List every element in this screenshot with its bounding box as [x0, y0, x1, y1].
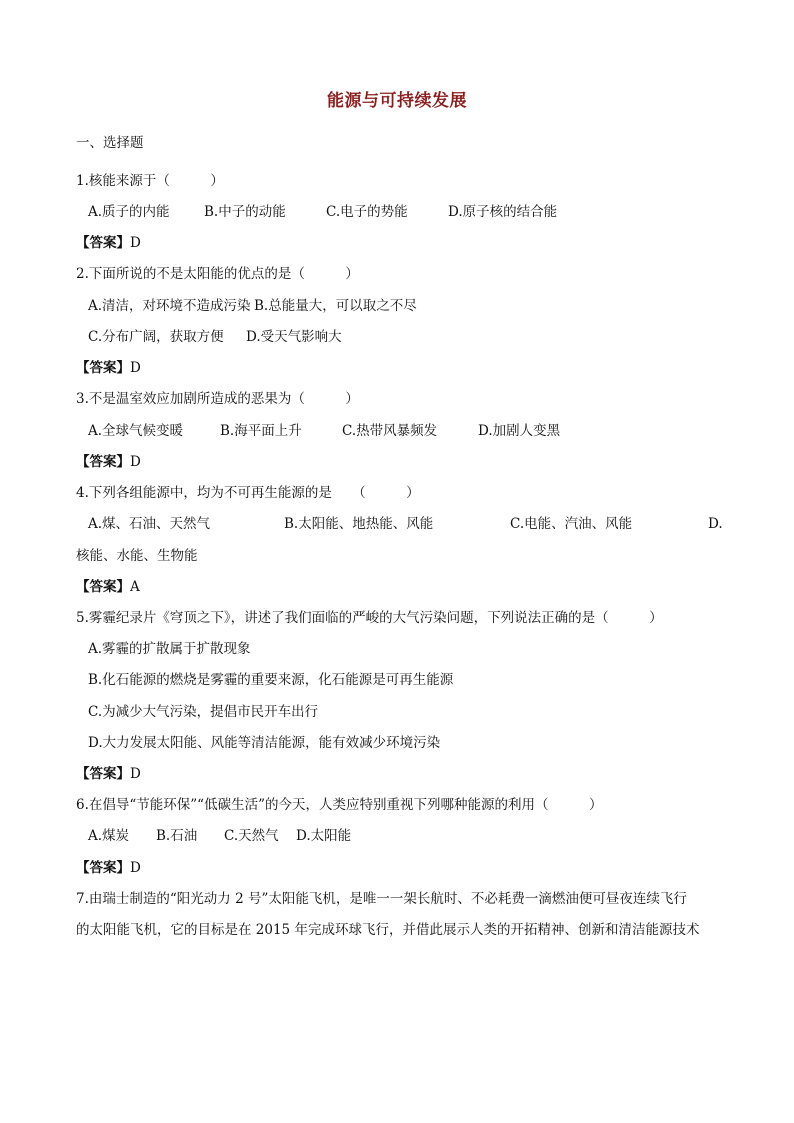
question-1-answer: [76, 234, 141, 252]
q6-option-c: C.天然气: [224, 828, 279, 844]
answer-value: D: [130, 860, 141, 876]
answer-label: 【答案】: [76, 454, 130, 470]
section-heading: 一、选择题: [76, 135, 144, 151]
q3-option-b: B.海平面上升: [220, 423, 302, 439]
question-4-stem: 4.下列各组能源中，均为不可再生能源的是 （ ）: [76, 485, 420, 501]
q6-option-a: A.煤炭: [88, 828, 130, 844]
question-4-options: [88, 515, 723, 533]
question-4-answer: [76, 578, 140, 596]
q5-option-d: D.大力发展太阳能、风能等清洁能源，能有效减少环境污染: [88, 735, 441, 751]
question-3-answer: [76, 453, 141, 471]
question-5-answer: [76, 765, 141, 783]
q6-option-b: B.石油: [156, 828, 198, 844]
q2-option-c: C.分布广阔，获取方便: [88, 329, 224, 345]
q4-option-b: B.太阳能、地热能、风能: [284, 516, 434, 532]
answer-value: D: [130, 360, 141, 376]
answer-value: D: [130, 235, 141, 251]
answer-value: D: [130, 766, 141, 782]
question-1-stem: 1.核能来源于（ ）: [76, 173, 224, 189]
q3-option-d: D.加剧人变黑: [478, 423, 561, 439]
question-7-stem-line-1: 7.由瑞士制造的“阳光动力 2 号”太阳能飞机，是唯一一架长航时、不必耗费一滴燃油便可昼夜连续飞行: [76, 891, 687, 907]
q3-option-a: A.全球气候变暖: [88, 423, 184, 439]
q2-option-a: A.清洁，对环境不造成污染: [88, 298, 251, 314]
question-2-stem: 2.下面所说的不是太阳能的优点的是（ ）: [76, 266, 359, 282]
question-3-stem: 3.不是温室效应加剧所造成的恶果为（ ）: [76, 391, 359, 407]
q5-option-c: C.为减少大气污染，提倡市民开车出行: [88, 704, 319, 720]
q5-option-b: B.化石能源的燃烧是雾霾的重要来源，化石能源是可再生能源: [88, 672, 454, 688]
q2-option-d: D.受天气影响大: [246, 329, 342, 345]
q5-option-a: A.雾霾的扩散属于扩散现象: [88, 641, 251, 657]
answer-value: A: [130, 579, 140, 595]
question-6-answer: [76, 859, 141, 877]
question-4-options-continuation: 核能、水能、生物能: [76, 548, 198, 564]
question-7-stem-line-2: 的太阳能飞机，它的目标是在 2015 年完成环球飞行，并借此展示人类的开拓精神、创新和清洁能源技术: [76, 922, 700, 938]
question-6-options: [88, 827, 351, 845]
answer-label: 【答案】: [76, 766, 130, 782]
q3-option-c: C.热带风暴频发: [342, 423, 438, 439]
q4-option-d: D.: [708, 516, 723, 532]
question-1-options: [88, 203, 557, 221]
q1-option-c: C.电子的势能: [326, 204, 408, 220]
document-title: 能源与可持续发展: [327, 91, 467, 111]
q1-option-a: A.质子的内能: [88, 204, 170, 220]
q4-option-c: C.电能、汽油、风能: [510, 516, 633, 532]
answer-label: 【答案】: [76, 860, 130, 876]
question-2-options-row1: [88, 297, 417, 315]
answer-value: D: [130, 454, 141, 470]
q1-option-b: B.中子的动能: [204, 204, 286, 220]
q6-option-d: D.太阳能: [296, 828, 352, 844]
answer-label: 【答案】: [76, 360, 130, 376]
q1-option-d: D.原子核的结合能: [448, 204, 558, 220]
q2-option-b: B.总能量大，可以取之不尽: [254, 298, 417, 314]
question-6-stem: 6.在倡导“节能环保”“低碳生活”的今天，人类应特别重视下列哪种能源的利用（ ）: [76, 797, 603, 813]
question-5-stem: 5.雾霾纪录片《穹顶之下》，讲述了我们面临的严峻的大气污染问题，下列说法正确的是（ ）: [76, 610, 663, 626]
question-2-answer: [76, 359, 141, 377]
answer-label: 【答案】: [76, 579, 130, 595]
question-3-options: [88, 422, 560, 440]
answer-label: 【答案】: [76, 235, 130, 251]
question-2-options-row2: [88, 328, 342, 346]
q4-option-a: A.煤、石油、天然气: [88, 516, 211, 532]
